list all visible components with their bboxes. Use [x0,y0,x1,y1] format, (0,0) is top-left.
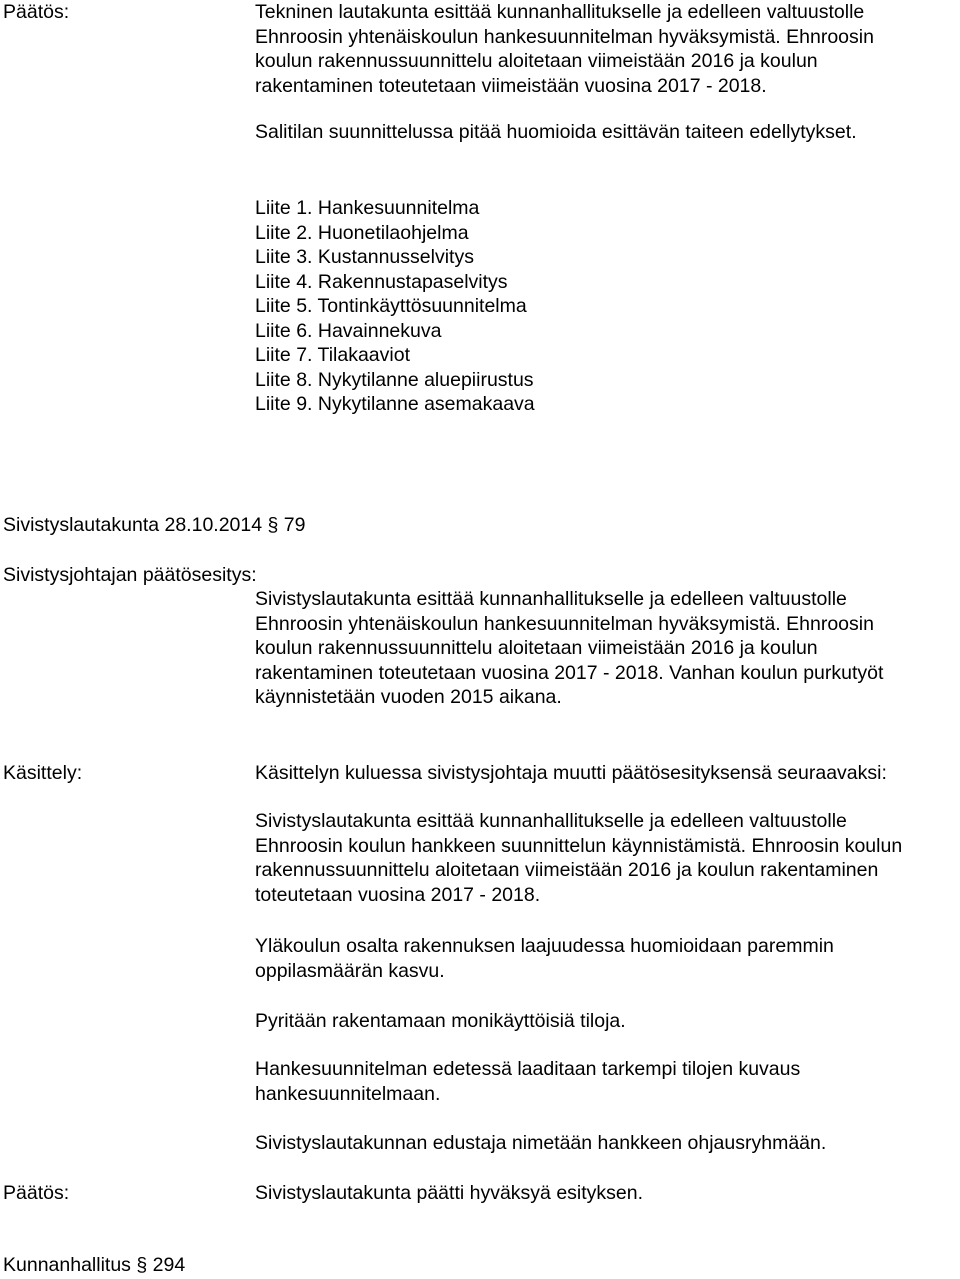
proposal-paragraph [255,587,883,710]
text-line: oppilasmäärän kasvu. [255,959,445,982]
attachment-item: Liite 1. Hankesuunnitelma [255,197,480,219]
attachment-item: Liite 6. Havainnekuva [255,319,442,342]
section-heading [3,1253,185,1278]
attachment-item: Liite 7. Tilakaaviot [255,344,411,366]
attachment-item: Liite 3. Kustannusselvitys [255,246,474,268]
decision-label: Päätös: [3,1,70,23]
section-number: 79 [283,514,306,536]
text-line: Sivistyslautakunta esittää kunnanhallitukselle ja edelleen valtuustolle [255,588,847,610]
handling-label: Käsittely: [3,762,83,784]
text-line: koulun rakennussuunnittelu aloitetaan viimeistään 2016 ja koulun [255,50,818,72]
attachment-item: Liite 4. Rakennustapaselvitys [255,270,508,293]
attachment-item: Liite 9. Nykytilanne asemakaava [255,393,535,415]
text-line: hankesuunnitelmaan. [255,1082,441,1105]
text-line: rakentaminen toteutetaan vuosina 2017 - 2018. Vanhan koulun purkutyöt [255,661,884,684]
handling-paragraph: Pyritään rakentamaan monikäyttöisiä tiloja. [255,1010,626,1032]
attachment-item: Liite 5. Tontinkäyttösuunnitelma [255,295,527,317]
attachment-list [255,196,535,417]
section-symbol: § [267,514,279,536]
text-line: Ehnroosin yhtenäiskoulun hankesuunnitelman hyväksymistä. Ehnroosin [255,25,874,48]
decision-note: Salitilan suunnittelussa pitää huomioida esittävän taiteen edellytykset. [255,121,857,143]
handling-intro: Käsittelyn kuluessa sivistysjohtaja muutti päätösesityksensä seuraavaksi: [255,762,887,784]
section-heading [3,513,306,538]
handling-paragraph: Sivistyslautakunnan edustaja nimetään hankkeen ohjausryhmään. [255,1132,827,1154]
text-line: rakentaminen toteutetaan viimeistään vuosina 2017 - 2018. [255,74,767,97]
decision-paragraph [255,0,874,98]
section-symbol: § [136,1254,148,1276]
section-heading-text: Kunnanhallitus [3,1254,131,1276]
handling-paragraph [255,809,902,907]
text-line: Ehnroosin koulun hankkeen suunnittelun käynnistämistä. Ehnroosin koulun [255,834,903,857]
text-line: käynnistetään vuoden 2015 aikana. [255,686,562,708]
handling-paragraph [255,1057,800,1106]
text-line: Tekninen lautakunta esittää kunnanhallitukselle ja edelleen valtuustolle [255,1,865,23]
text-line: Hankesuunnitelman edetessä laaditaan tarkempi tilojen kuvaus [255,1058,801,1080]
text-line: rakennussuunnittelu aloitetaan viimeistään 2016 ja koulun rakentaminen [255,859,879,881]
text-line: Yläkoulun osalta rakennuksen laajuudessa huomioidaan paremmin [255,935,834,957]
attachment-item: Liite 8. Nykytilanne aluepiirustus [255,368,534,391]
text-line: toteutetaan vuosina 2017 - 2018. [255,883,541,906]
handling-paragraph [255,934,834,983]
text-line: Sivistyslautakunta esittää kunnanhallitukselle ja edelleen valtuustolle [255,810,847,832]
proposal-label: Sivistysjohtajan päätösesitys: [3,564,257,586]
decision-text: Sivistyslautakunta päätti hyväksyä esityksen. [255,1182,644,1204]
text-line: koulun rakennussuunnittelu aloitetaan viimeistään 2016 ja koulun [255,637,818,659]
attachment-item: Liite 2. Huonetilaohjelma [255,221,469,244]
decision-label: Päätös: [3,1182,70,1204]
text-line: Ehnroosin yhtenäiskoulun hankesuunnitelman hyväksymistä. Ehnroosin [255,612,874,635]
section-number: 294 [152,1254,186,1276]
section-heading-text: Sivistyslautakunta 28.10.2014 [3,514,263,536]
